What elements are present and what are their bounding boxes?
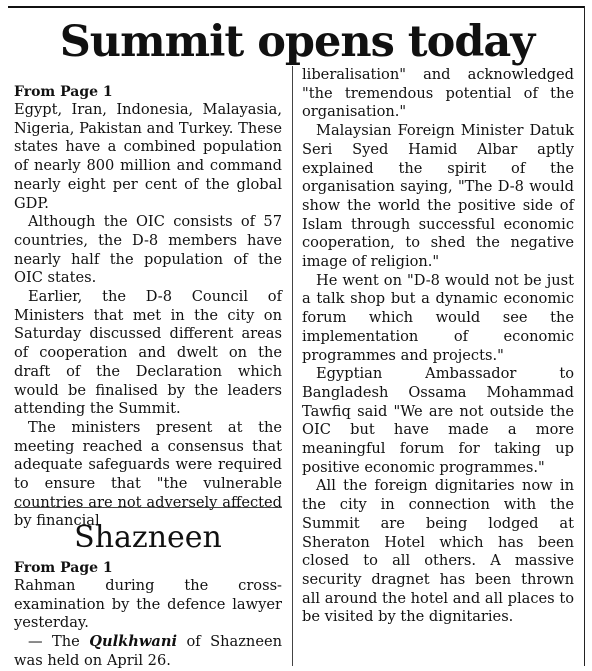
paragraph: He went on "D-8 would not be just a talk shop but a dynamic economic forum which would see the implementation of economic programmes and projects."	[302, 271, 574, 364]
paragraph: Although the OIC consists of 57 countries, the D-8 members have nearly half the population of the OIC states.	[14, 213, 282, 287]
second-article	[14, 560, 282, 671]
top-rule	[8, 6, 584, 8]
column-divider	[292, 66, 293, 666]
paragraph: Egypt, Iran, Indonesia, Malayasia, Nigeria, Pakistan and Turkey. These states have a combined population of nearly 800 million and command nearly eight per cent of the global GDP.	[14, 101, 282, 212]
paragraph-suffix: of Shazneen was held on April 26.	[14, 633, 282, 669]
paragraph: The ministers present at the meeting reached a consensus that adequate safeguards were required to ensure that "the vulnerable countries are not adversely affected by financial	[14, 418, 282, 530]
paragraph: liberalisation" and acknowledged "the tremendous potential of the organisation."	[302, 66, 574, 121]
italic-term: Qulkhwani	[89, 633, 178, 651]
right-rule	[584, 6, 585, 666]
headline: Summit opens today	[59, 17, 535, 67]
paragraph: Rahman during the cross-examination by the defence lawyer yesterday.	[14, 577, 282, 632]
article-left-column	[14, 84, 282, 531]
paragraph-prefix: — The	[28, 633, 90, 651]
paragraph: Egyptian Ambassador to Bangladesh Ossama Mohammad Tawfiq said "We are not outside the OIC but have made a more meaningful forum for taking up positive economic programmes."	[302, 365, 574, 476]
article-right-column	[302, 66, 574, 627]
from-page-label: From Page 1	[14, 84, 113, 100]
paragraph: Earlier, the D-8 Council of Ministers that met in the city on Saturday discussed different areas of cooperation and dwelt on the draft of the Declaration which would be finalised by the leaders attending the Summit.	[14, 288, 282, 418]
paragraph: Malaysian Foreign Minister Datuk Seri Syed Hamid Albar aptly explained the spirit of the organisation saying, "The D-8 would show the world the positive side of Islam through successful economic cooperation, to shed the negative image of religion."	[302, 122, 574, 271]
from-page-label: From Page 1	[14, 560, 113, 576]
article-separator	[14, 507, 282, 508]
second-headline: Shazneen	[74, 520, 222, 555]
paragraph: All the foreign dignitaries now in the city in connection with the Summit are being lodged at Sheraton Hotel which has been closed to all others. A massive security dragnet has been thrown all around the hotel and all places to be visited by the dignitaries.	[302, 477, 574, 626]
paragraph	[14, 633, 282, 670]
